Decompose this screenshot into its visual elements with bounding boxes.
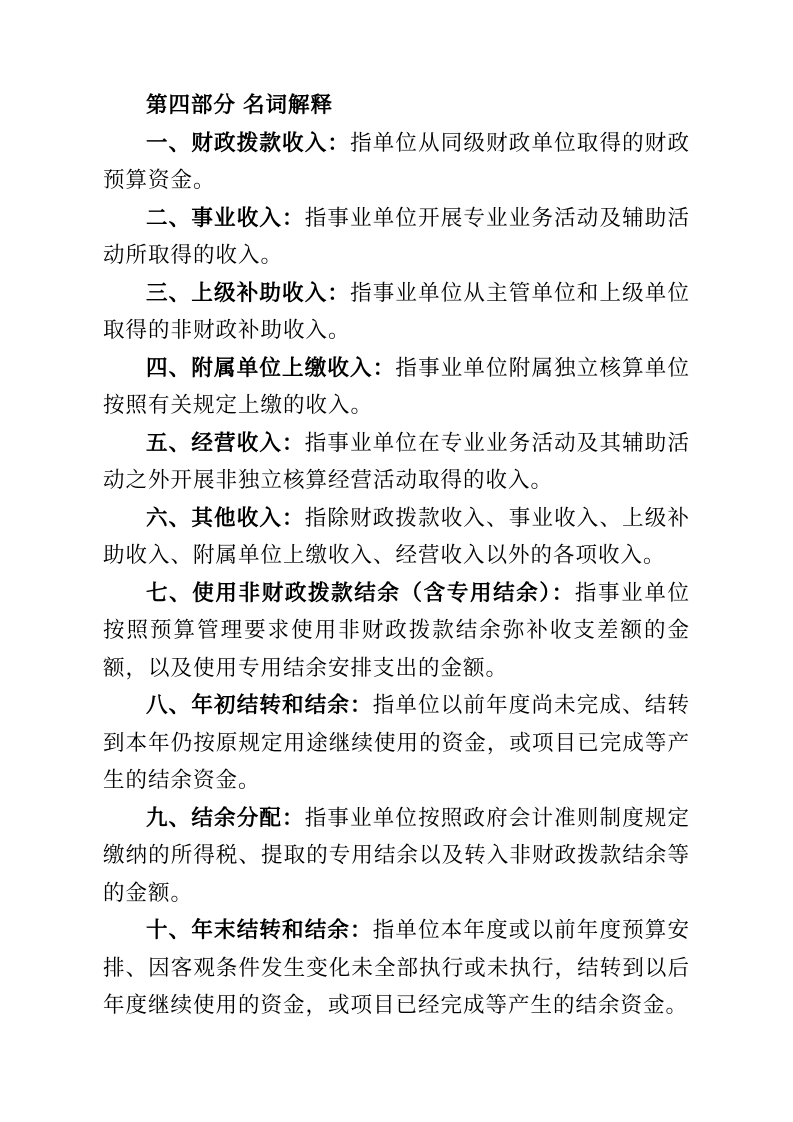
definition-paragraph <box>103 687 690 800</box>
term-label: 三、上级补助收入： <box>146 280 351 305</box>
term-label: 十、年末结转和结余： <box>146 918 373 942</box>
document-page <box>103 87 690 1025</box>
term-label: 四、附属单位上缴收入： <box>146 355 396 380</box>
definition-paragraph <box>103 800 690 913</box>
term-definition: 指事业单位从主管单位和上级单位取得的非财政补助收入。 <box>103 280 690 342</box>
term-label: 一、财政拨款收入： <box>146 130 351 155</box>
term-label: 六、其他收入： <box>146 505 305 530</box>
definition-paragraph <box>103 500 690 575</box>
definition-paragraph <box>103 912 690 1025</box>
term-label: 五、经营收入： <box>146 430 305 455</box>
term-definition: 指单位本年度或以前年度预算安排、因客观条件发生变化未全部执行或未执行，结转到以后年度继续使用的资金，或项目已经完成等产生的结余资金。 <box>103 918 690 1017</box>
definition-paragraph <box>103 275 690 350</box>
term-definition: 指事业单位在专业业务活动及其辅助活动之外开展非独立核算经营活动取得的收入。 <box>103 430 690 492</box>
term-definition: 指事业单位按照政府会计准则制度规定缴纳的所得税、提取的专用结余以及转入非财政拨款结余等的金额。 <box>103 805 690 905</box>
definition-paragraph <box>103 125 690 200</box>
term-label: 二、事业收入： <box>146 205 305 230</box>
term-definition: 指事业单位按照预算管理要求使用非财政拨款结余弥补收支差额的金额，以及使用专用结余安排支出的金额。 <box>103 580 690 680</box>
section-title: 第四部分 名词解释 <box>146 93 333 117</box>
term-definition: 指事业单位开展专业业务活动及辅助活动所取得的收入。 <box>103 205 690 267</box>
definition-paragraph <box>103 575 690 688</box>
term-definition: 指除财政拨款收入、事业收入、上级补助收入、附属单位上缴收入、经营收入以外的各项收入。 <box>103 505 690 567</box>
term-label: 九、结余分配： <box>146 805 305 830</box>
term-definition: 指事业单位附属独立核算单位按照有关规定上缴的收入。 <box>103 355 690 417</box>
definition-paragraph <box>103 425 690 500</box>
definition-paragraph <box>103 200 690 275</box>
term-definition: 指单位从同级财政单位取得的财政预算资金。 <box>103 130 690 192</box>
term-definition: 指单位以前年度尚未完成、结转到本年仍按原规定用途继续使用的资金，或项目已完成等产生的结余资金。 <box>103 693 690 792</box>
definition-paragraph <box>103 350 690 425</box>
term-label: 八、年初结转和结余： <box>146 693 373 717</box>
term-label: 七、使用非财政拨款结余（含专用结余）： <box>146 580 575 605</box>
